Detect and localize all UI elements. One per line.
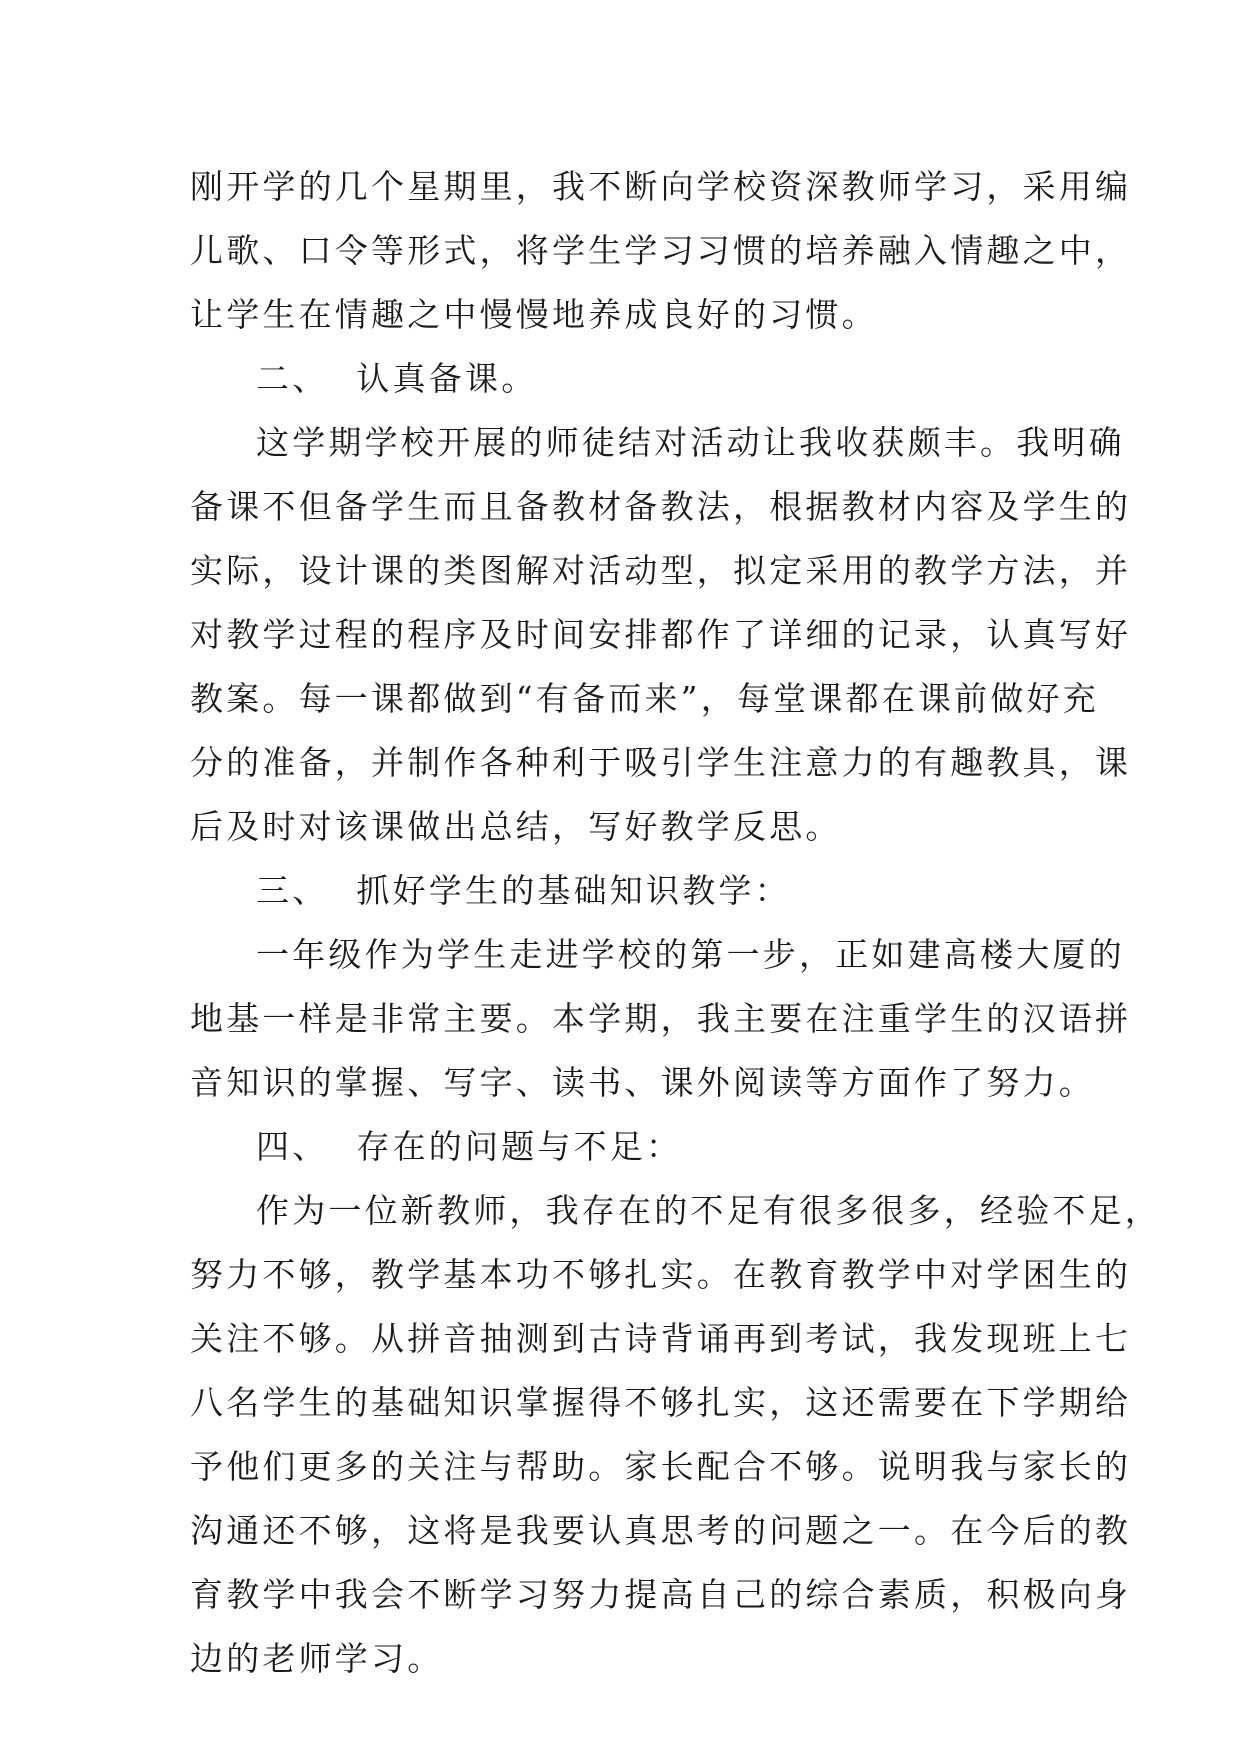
text-line: 努力不够，教学基本功不够扎实。在教育教学中对学困生的 [190,1255,1132,1294]
section-title: 认真备课。 [356,359,538,398]
paragraph-first-line: 一年级作为学生走进学校的第一步，正如建高楼大厦的 [256,935,1125,974]
section-title: 存在的问题与不足： [356,1127,683,1166]
text-line: 予他们更多的关注与帮助。家长配合不够。说明我与家长的 [190,1447,1132,1486]
section-heading-2 [190,347,1070,411]
section-heading-4 [190,1115,1070,1179]
text-line: 沟通还不够，这将是我要认真思考的问题之一。在今后的教 [190,1511,1132,1550]
text-line: 后及时对该课做出总结，写好教学反思。 [190,807,842,846]
section-number: 二、 [256,359,329,398]
section-number: 三、 [256,871,329,910]
text-line: 音知识的掌握、写字、读书、课外阅读等方面作了努力。 [190,1063,1095,1102]
text-line: 儿歌、口令等形式，将学生学习习惯的培养融入情趣之中， [190,231,1132,270]
section-number: 四、 [256,1127,329,1166]
text-line: 备课不但备学生而且备教材备教法，根据教材内容及学生的 [190,487,1132,526]
text-line: 地基一样是非常主要。本学期，我主要在注重学生的汉语拼 [190,999,1132,1038]
text-line: 对教学过程的程序及时间安排都作了详细的记录，认真写好 [190,615,1132,654]
paragraph-first-line: 这学期学校开展的师徒结对活动让我收获颇丰。我明确 [256,423,1125,462]
text-line: 教案。每一课都做到“有备而来”，每堂课都在课前做好充 [190,679,1099,718]
section-heading-3 [190,859,1070,923]
text-line: 刚开学的几个星期里，我不断向学校资深教师学习，采用编 [190,167,1132,206]
document-body [190,155,1161,1691]
text-line: 八名学生的基础知识掌握得不够扎实，这还需要在下学期给 [190,1383,1132,1422]
text-line: 让学生在情趣之中慢慢地养成良好的习惯。 [190,295,878,334]
text-line: 分的准备，并制作各种利于吸引学生注意力的有趣教具，课 [190,743,1132,782]
text-line: 边的老师学习。 [190,1639,444,1678]
text-line: 实际，设计课的类图解对活动型，拟定采用的教学方法，并 [190,551,1132,590]
paragraph-first-line: 作为一位新教师，我存在的不足有很多很多，经验不足， [256,1191,1161,1230]
text-line: 育教学中我会不断学习努力提高自己的综合素质，积极向身 [190,1575,1132,1614]
section-title: 抓好学生的基础知识教学： [356,871,791,910]
text-line: 关注不够。从拼音抽测到古诗背诵再到考试，我发现班上七 [190,1319,1132,1358]
